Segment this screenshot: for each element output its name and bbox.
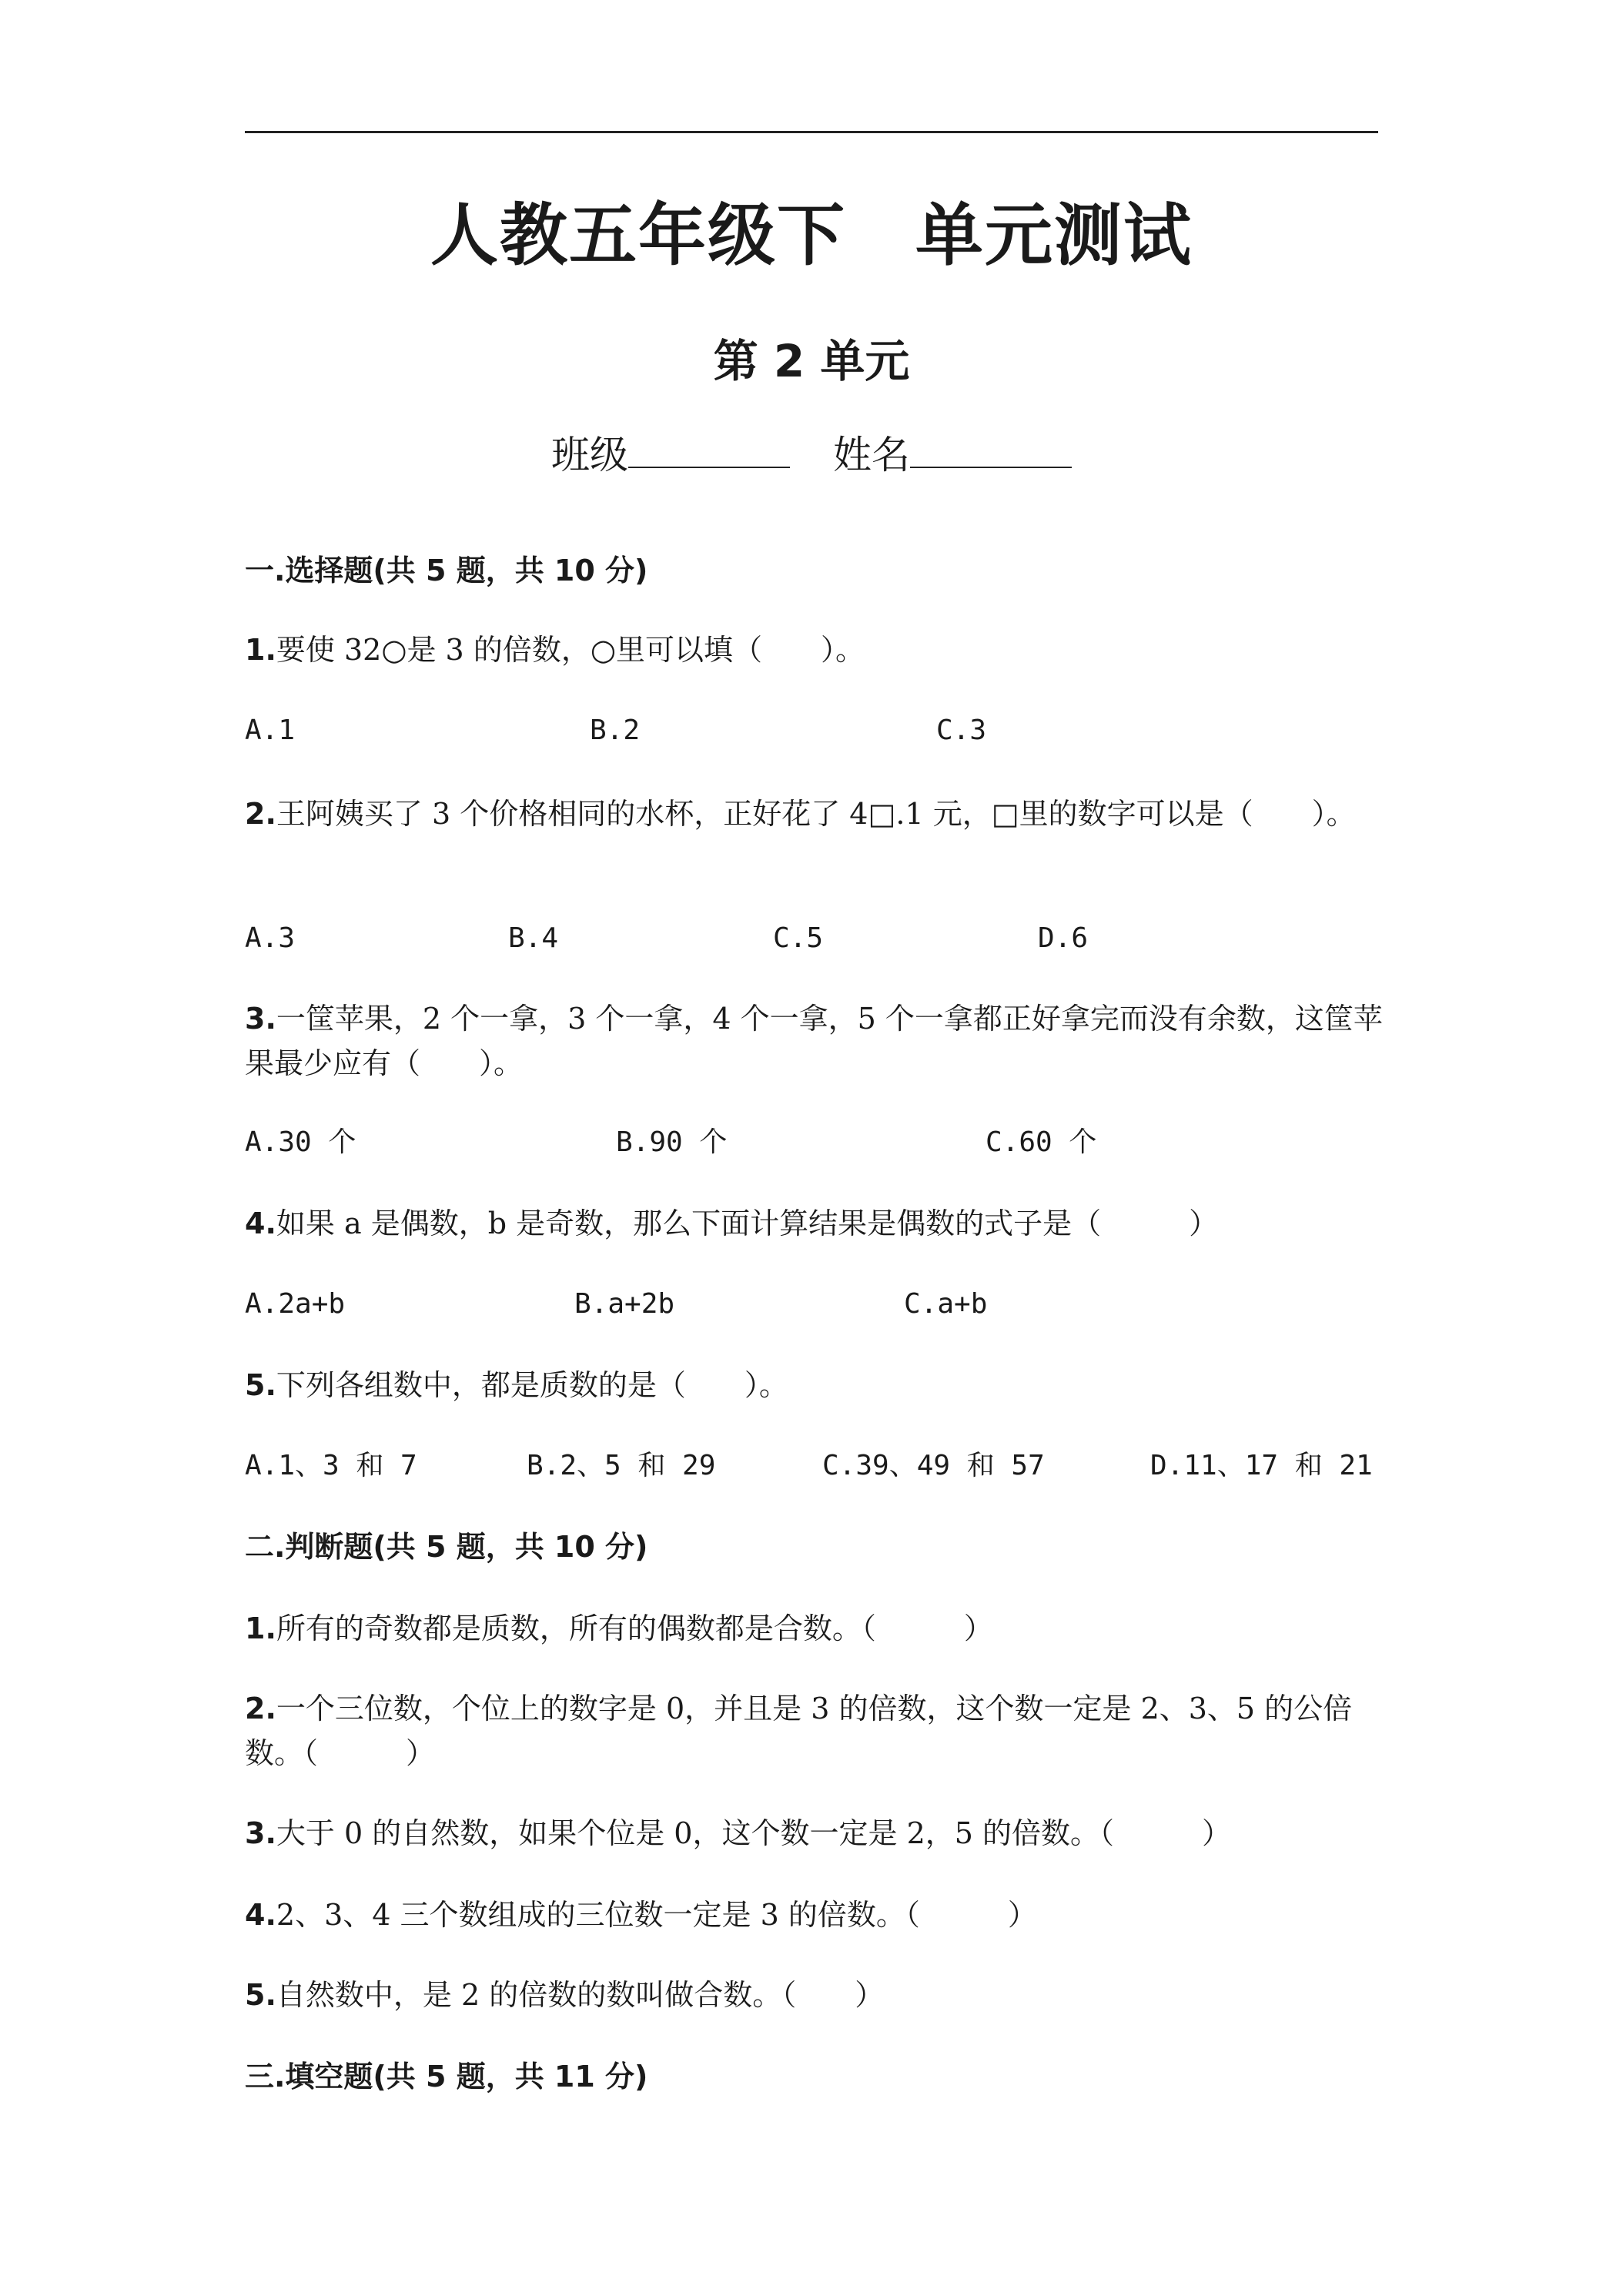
option[interactable]: D.11、17 和 21 bbox=[1150, 1450, 1373, 1481]
option[interactable]: B.a+2b bbox=[574, 1288, 675, 1320]
option[interactable]: B.90 个 bbox=[616, 1126, 728, 1158]
question-number: 5. bbox=[245, 1368, 276, 1402]
option[interactable]: A.2a+b bbox=[245, 1288, 346, 1320]
option[interactable]: A.30 个 bbox=[245, 1126, 356, 1158]
page-title bbox=[0, 196, 1623, 275]
option[interactable]: B.2 bbox=[590, 715, 641, 746]
question bbox=[245, 1686, 1384, 1776]
top-rule bbox=[245, 131, 1378, 133]
question bbox=[245, 628, 1384, 672]
section-heading-judgment: 二.判断题(共 5 题，共 10 分) bbox=[245, 1530, 648, 1564]
unit-subtitle: 第 2 单元 bbox=[713, 335, 910, 387]
option-row bbox=[245, 916, 1384, 961]
option[interactable]: B.4 bbox=[508, 922, 559, 954]
question-number: 2. bbox=[245, 797, 276, 831]
question bbox=[245, 996, 1384, 1086]
question bbox=[245, 1363, 1384, 1407]
option[interactable]: A.1、3 和 7 bbox=[245, 1450, 417, 1481]
question-text: 所有的奇数都是质数，所有的偶数都是合数。（ ） bbox=[276, 1612, 993, 1645]
question-number: 5. bbox=[245, 1978, 276, 2012]
question-text: 一筐苹果，2 个一拿，3 个一拿，4 个一拿，5 个一拿都正好拿完而没有余数，这筐苹果最少应有（ ）。 bbox=[245, 1002, 1383, 1080]
question-number: 2. bbox=[245, 1692, 276, 1725]
question-number: 4. bbox=[245, 1898, 276, 1932]
question-text: 王阿姨买了 3 个价格相同的水杯，正好花了 4□.1 元，□里的数字可以是（ ）。 bbox=[276, 797, 1356, 831]
option[interactable]: C.a+b bbox=[904, 1288, 988, 1320]
name-label: 姓名 bbox=[833, 433, 910, 477]
question-text: 下列各组数中，都是质数的是（ ）。 bbox=[276, 1368, 788, 1402]
option[interactable]: C.39、49 和 57 bbox=[822, 1450, 1045, 1481]
question bbox=[245, 1201, 1384, 1246]
question-number: 4. bbox=[245, 1207, 276, 1240]
class-label: 班级 bbox=[551, 433, 628, 477]
student-info bbox=[0, 431, 1623, 478]
section-heading-fill: 三.填空题(共 5 题，共 11 分) bbox=[245, 2060, 648, 2094]
question bbox=[245, 792, 1384, 836]
question-text: 大于 0 的自然数，如果个位是 0，这个数一定是 2，5 的倍数。（ ） bbox=[276, 1816, 1231, 1850]
option-row bbox=[245, 708, 1384, 753]
question bbox=[245, 1973, 1384, 2017]
question bbox=[245, 1811, 1384, 1856]
question-text: 2、3、4 三个数组成的三位数一定是 3 的倍数。（ ） bbox=[276, 1898, 1037, 1932]
section-heading-choice: 一.选择题(共 5 题，共 10 分) bbox=[245, 554, 648, 587]
question bbox=[245, 1893, 1384, 1937]
option[interactable]: D.6 bbox=[1038, 922, 1089, 954]
question-number: 1. bbox=[245, 1612, 276, 1645]
option[interactable]: B.2、5 和 29 bbox=[527, 1450, 716, 1481]
class-blank[interactable] bbox=[628, 431, 790, 468]
option[interactable]: A.3 bbox=[245, 922, 296, 954]
title-right: 单元测试 bbox=[915, 196, 1193, 275]
title-left: 人教五年级下 bbox=[430, 196, 846, 275]
option[interactable]: C.60 个 bbox=[986, 1126, 1097, 1158]
option[interactable]: C.5 bbox=[773, 922, 824, 954]
option[interactable]: C.3 bbox=[936, 715, 987, 746]
question-number: 3. bbox=[245, 1002, 276, 1036]
question-number: 3. bbox=[245, 1816, 276, 1850]
question-text: 如果 a 是偶数，b 是奇数，那么下面计算结果是偶数的式子是（ ） bbox=[276, 1207, 1219, 1240]
question-text: 自然数中，是 2 的倍数的数叫做合数。（ ） bbox=[276, 1978, 885, 2012]
question-number: 1. bbox=[245, 633, 276, 667]
question bbox=[245, 1606, 1384, 1651]
option-row bbox=[245, 1444, 1384, 1488]
option-row bbox=[245, 1120, 1384, 1165]
name-blank[interactable] bbox=[910, 431, 1072, 468]
option[interactable]: A.1 bbox=[245, 715, 296, 746]
question-text: 一个三位数，个位上的数字是 0，并且是 3 的倍数，这个数一定是 2、3、5 的公倍数。（ ） bbox=[245, 1692, 1353, 1770]
question-text: 要使 32○是 3 的倍数，○里可以填（ ）。 bbox=[276, 633, 865, 667]
option-row bbox=[245, 1282, 1384, 1327]
